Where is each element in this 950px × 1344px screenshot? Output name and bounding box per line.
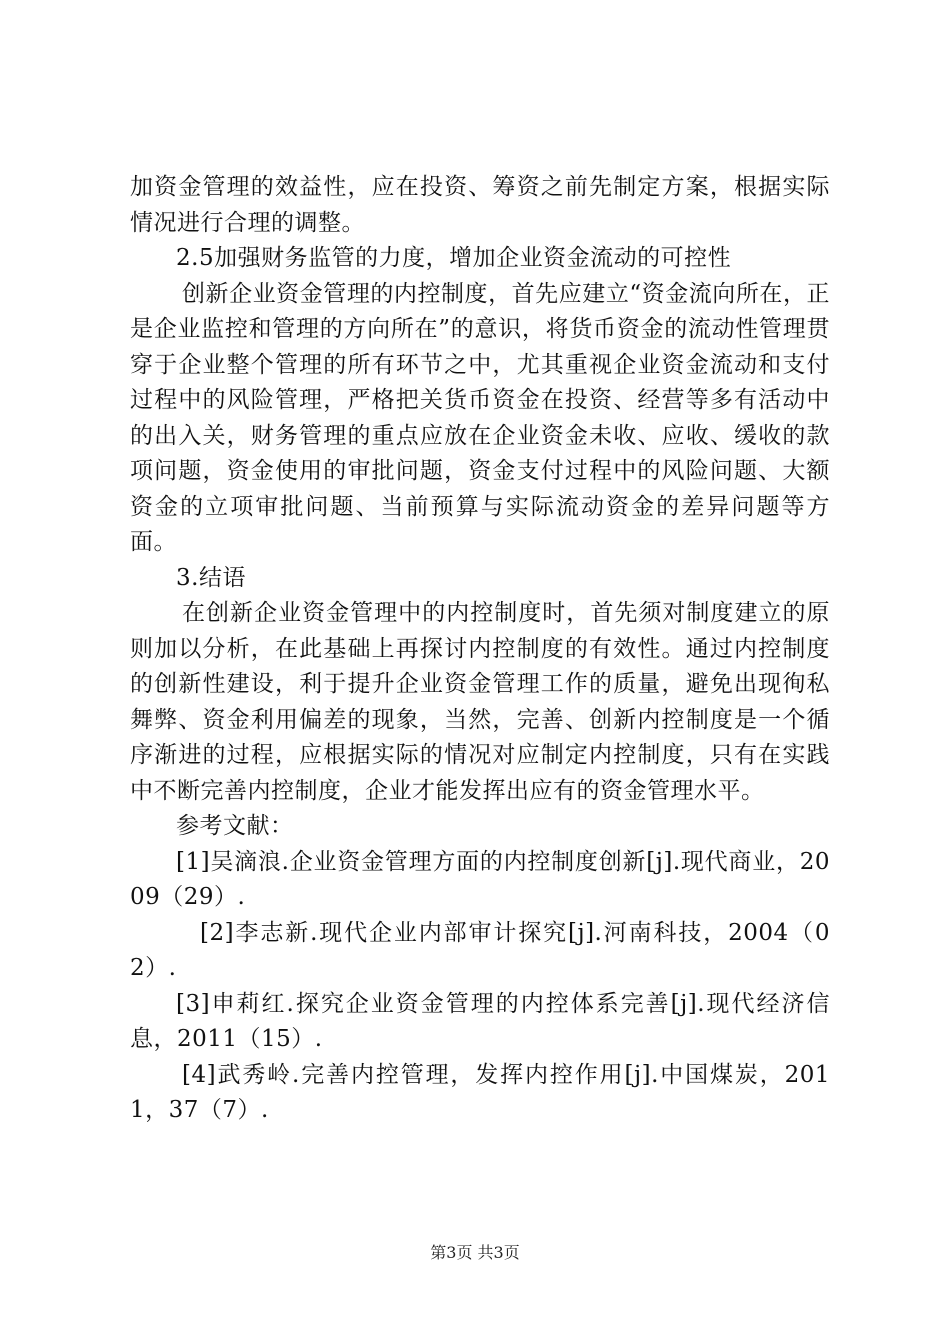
document-body	[130, 170, 830, 1129]
references-heading: 参考文献：	[176, 813, 294, 839]
page-footer: 第3页 共3页	[430, 1243, 520, 1262]
paragraph-continuation: 加资金管理的效益性，应在投资、筹资之前先制定方案，根据实际情况进行合理的调整。	[130, 174, 830, 236]
reference-item-3: [3]申莉红.探究企业资金管理的内控体系完善[j].现代经济信息，2011（15）.	[130, 990, 830, 1052]
paragraph-fund-flow: 创新企业资金管理的内控制度，首先应建立“资金流向所在，正是企业监控和管理的方向所在”的意识，将货币资金的流动性管理贯穿于企业整个管理的所有环节之中，尤其重视企业资金流动和支付过程中的风险管理，严格把关货币资金在投资、经营等多有活动中的出入关，财务管理的重点应放在企业资金未收、应收、缓收的款项问题，资金使用的审批问题，资金支付过程中的风险问题、大额资金的立项审批问题、当前预算与实际流动资金的差异问题等方面。	[130, 280, 830, 555]
reference-item-4: [4]武秀岭.完善内控管理，发挥内控作用[j].中国煤炭，2011，37（7）.	[130, 1061, 830, 1123]
section-heading-conclusion: 3.结语	[176, 564, 246, 591]
reference-item-2: [2]李志新.现代企业内部审计探究[j].河南科技，2004（02）.	[130, 919, 830, 981]
paragraph-conclusion: 在创新企业资金管理中的内控制度时，首先须对制度建立的原则加以分析，在此基础上再探讨内控制度的有效性。通过内控制度的创新性建设，利于提升企业资金管理工作的质量，避免出现徇私舞弊、资金利用偏差的现象，当然，完善、创新内控制度是一个循序渐进的过程，应根据实际的情况对应制定内控制度，只有在实践中不断完善内控制度，企业才能发挥出应有的资金管理水平。	[130, 600, 830, 804]
reference-item-1: [1]吴滴浪.企业资金管理方面的内控制度创新[j].现代商业，2009（29）.	[130, 848, 830, 910]
section-heading-2-5: 2.5加强财务监管的力度，增加企业资金流动的可控性	[176, 245, 732, 271]
